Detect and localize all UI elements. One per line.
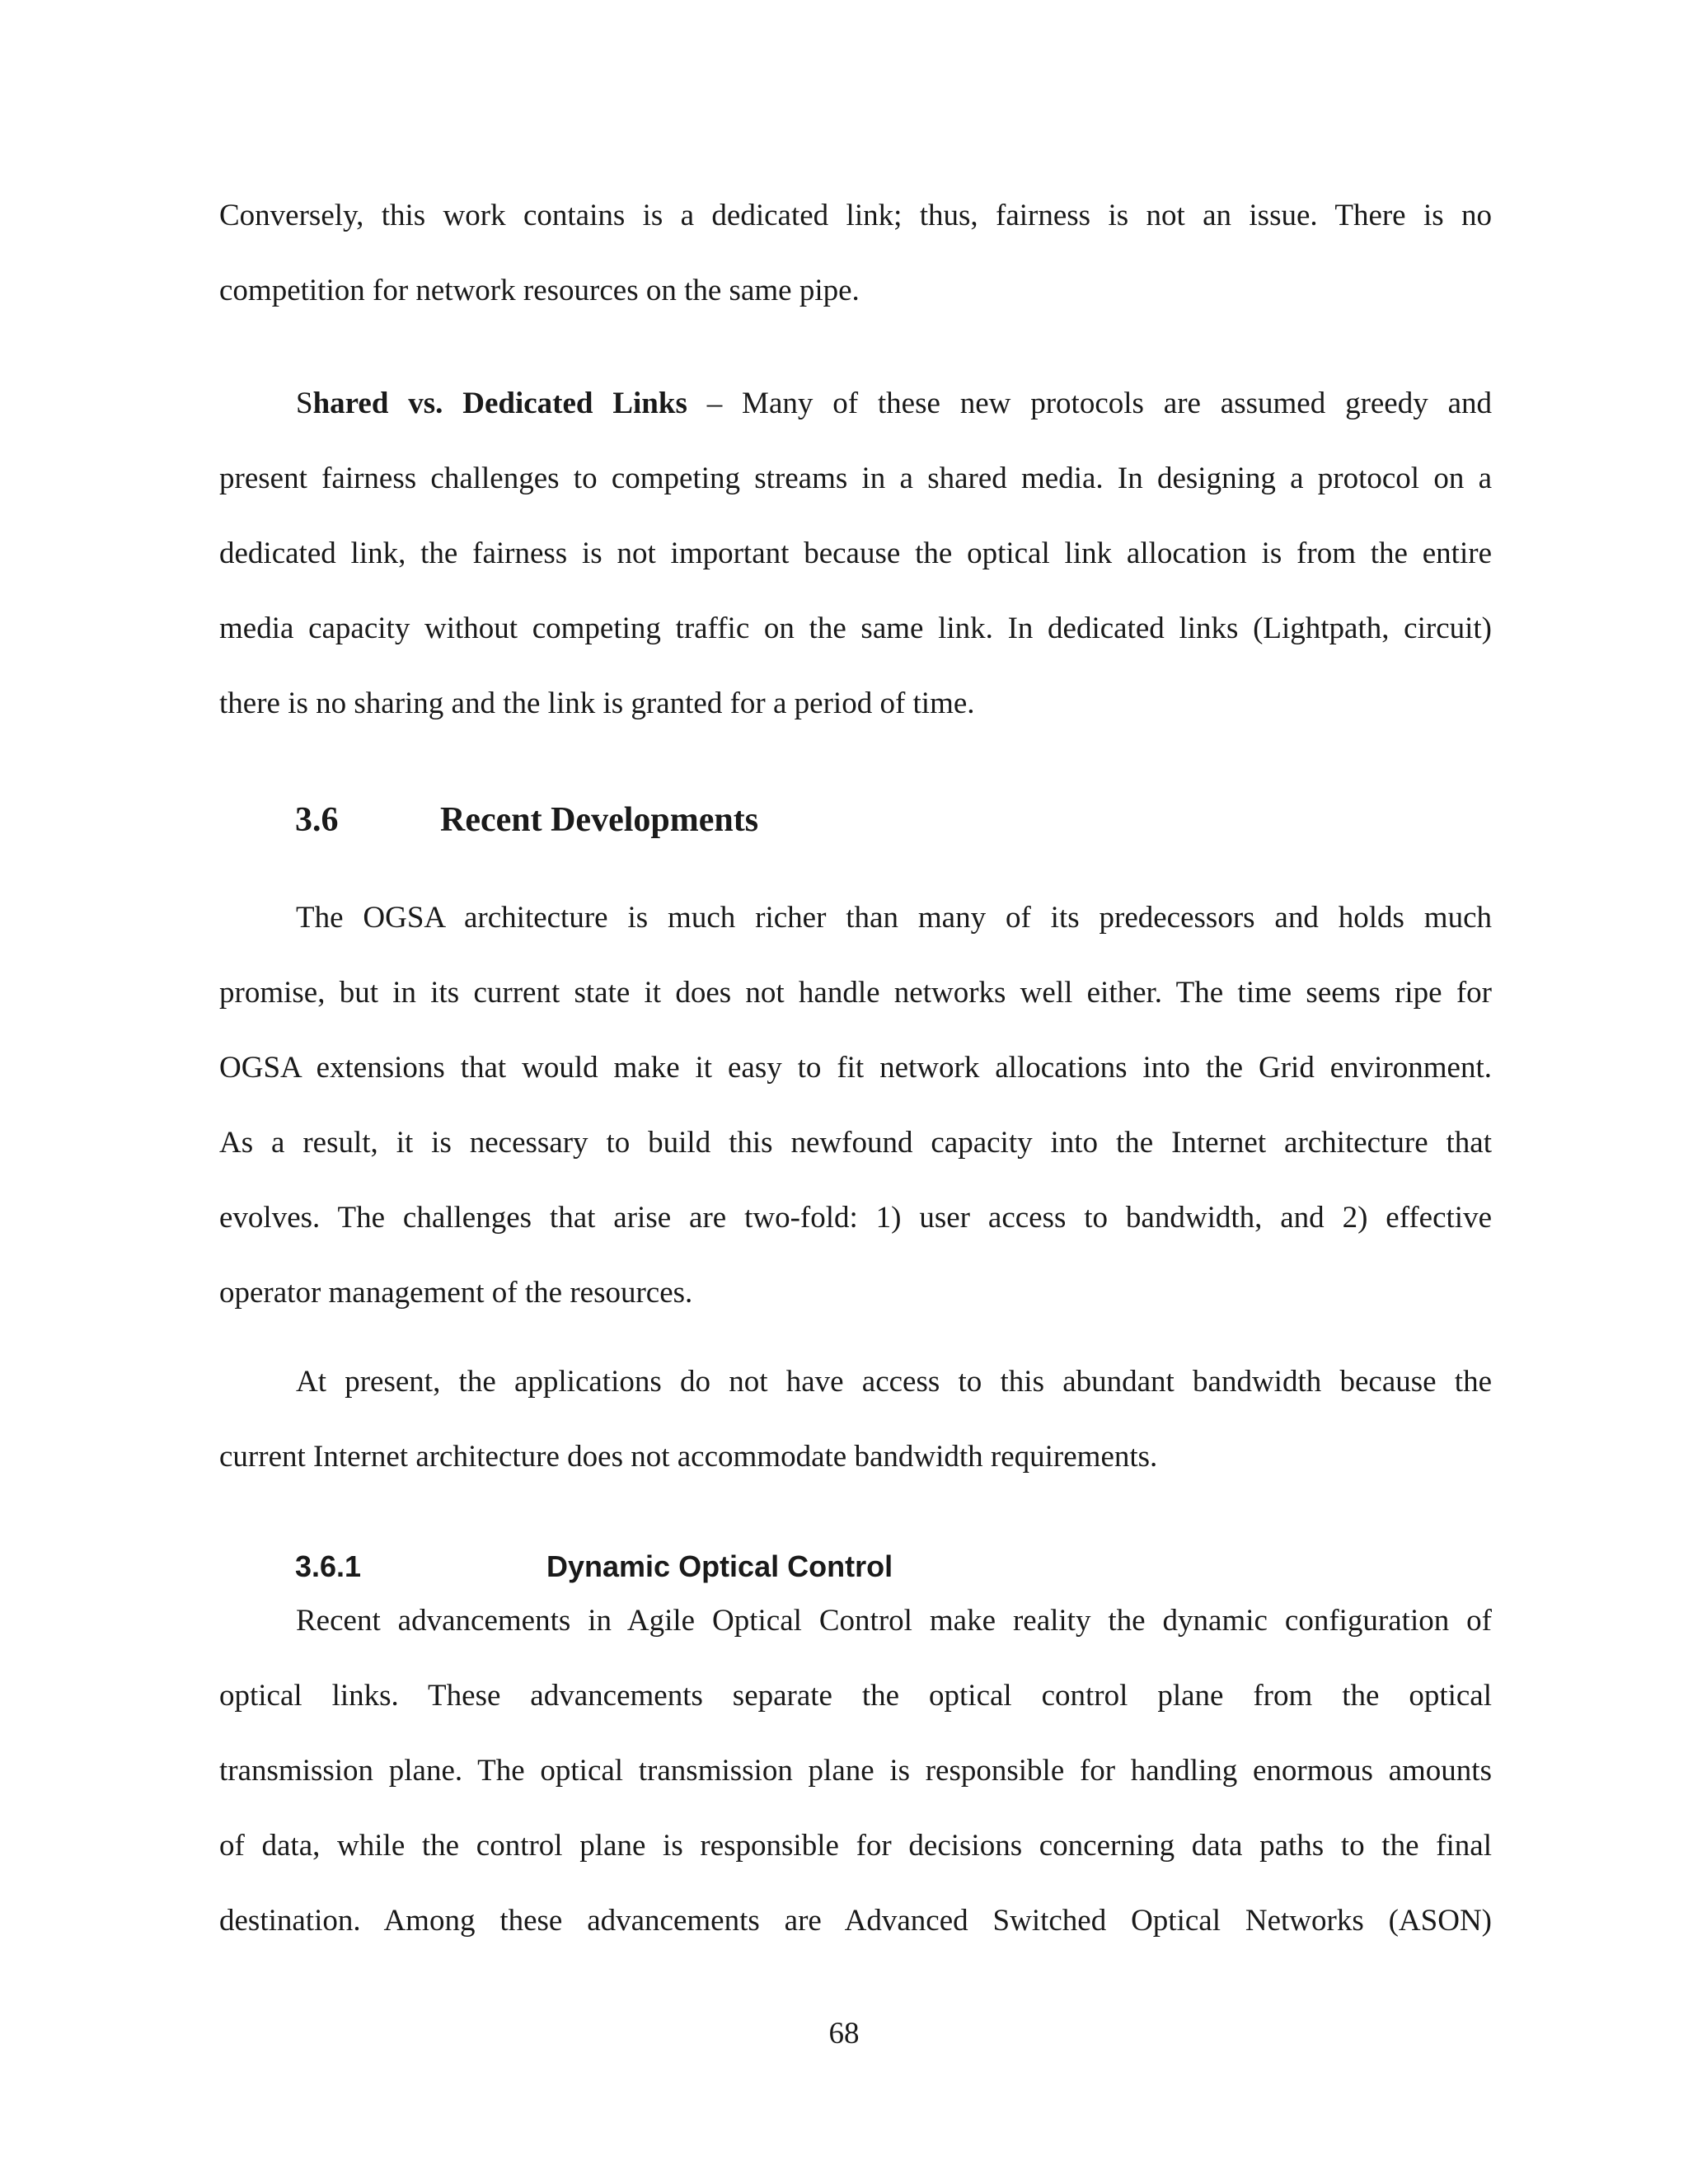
paragraph-first-line: [219, 1583, 1492, 1658]
paragraph-first-line: [219, 366, 1492, 441]
paragraph-line-rest: – Many of these new protocols are assumed greedy and: [687, 387, 1492, 420]
paragraph-first-line: [219, 1344, 1492, 1419]
paragraph-1: [219, 178, 1492, 328]
section-number: 3.6: [295, 801, 339, 839]
paragraph-line: present fairness challenges to competing streams in a shared media. In designing a protocol on a: [219, 462, 1492, 495]
paragraph-line: evolves. The challenges that arise are two-fold: 1) user access to bandwidth, and 2) effective: [219, 1201, 1492, 1235]
paragraph-line: promise, but in its current state it does not handle networks well either. The time seems ripe for: [219, 976, 1492, 1010]
subsection-number: 3.6.1: [295, 1549, 362, 1583]
paragraph-line: operator management of the resources.: [219, 1276, 693, 1310]
paragraph-line: destination. Among these advancements are Advanced Switched Optical Networks (ASON): [219, 1904, 1492, 1938]
paragraph-line: optical links. These advancements separate the optical control plane from the optical: [219, 1679, 1492, 1713]
paragraph-4: [219, 1344, 1492, 1494]
paragraph-3: [219, 880, 1492, 1330]
paragraph-line-text: At present, the applications do not have access to this abundant bandwidth because the: [296, 1365, 1492, 1399]
paragraph-first-line: [219, 880, 1492, 955]
paragraph-line: dedicated link, the fairness is not important because the optical link allocation is from the entire: [219, 537, 1492, 570]
paragraph-line: competition for network resources on the same pipe.: [219, 274, 860, 307]
paragraph-line-text: Recent advancements in Agile Optical Control make reality the dynamic configuration of: [296, 1604, 1492, 1638]
paragraph-line-text: The OGSA architecture is much richer than many of its predecessors and holds much: [296, 901, 1492, 935]
section-title: Recent Developments: [440, 801, 759, 839]
paragraph-2: [219, 366, 1492, 741]
paragraph-line: As a result, it is necessary to build this newfound capacity into the Internet architecture that: [219, 1126, 1492, 1160]
paragraph-line: Conversely, this work contains is a dedicated link; thus, fairness is not an issue. There is no: [219, 199, 1492, 232]
paragraph-line: transmission plane. The optical transmission plane is responsible for handling enormous amounts: [219, 1754, 1492, 1788]
paragraph-line: current Internet architecture does not accommodate bandwidth requirements.: [219, 1440, 1158, 1474]
subsection-title: Dynamic Optical Control: [546, 1549, 893, 1583]
paragraph-line: OGSA extensions that would make it easy to fit network allocations into the Grid environment.: [219, 1051, 1492, 1085]
page-number: 68: [828, 2017, 860, 2050]
paragraph-line: there is no sharing and the link is granted for a period of time.: [219, 687, 975, 720]
paragraph-5: [219, 1583, 1492, 1958]
paragraph-lead-bold: hared vs. Dedicated Links: [312, 387, 687, 420]
paragraph-line: of data, while the control plane is responsible for decisions concerning data paths to the final: [219, 1829, 1492, 1863]
paragraph-line: media capacity without competing traffic on the same link. In dedicated links (Lightpath, circuit): [219, 612, 1492, 645]
paragraph-lead-letter: S: [296, 387, 313, 420]
